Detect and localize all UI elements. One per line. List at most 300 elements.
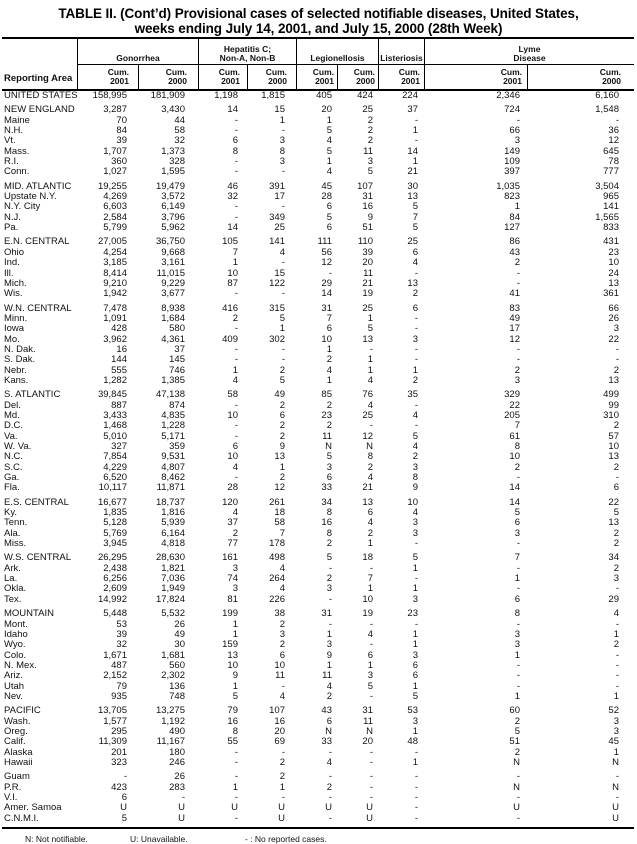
cell: 2 bbox=[514, 257, 520, 269]
cell: 33 bbox=[321, 736, 332, 748]
cell: 78 bbox=[608, 156, 619, 168]
column-group-listeriosis: Listeriosis bbox=[378, 39, 424, 65]
cell: 7 bbox=[367, 573, 373, 585]
cell: 9,229 bbox=[161, 277, 185, 289]
cell: 8 bbox=[326, 527, 332, 539]
cell: 361 bbox=[603, 288, 619, 300]
cell: 6 bbox=[367, 649, 373, 661]
table-row bbox=[2, 213, 634, 223]
cell: - bbox=[234, 812, 238, 824]
row-label: Ky. bbox=[4, 507, 18, 519]
cell: - bbox=[328, 618, 332, 630]
row-label: N.H. bbox=[4, 125, 23, 137]
cell: 4,807 bbox=[161, 461, 185, 473]
cell: 261 bbox=[269, 496, 285, 508]
cell: 1 bbox=[326, 659, 332, 671]
cell: - bbox=[123, 771, 127, 783]
table-row bbox=[2, 463, 634, 473]
cell: 14 bbox=[227, 104, 238, 116]
row-label: Ark. bbox=[4, 562, 21, 574]
cell: - bbox=[328, 267, 332, 279]
table-row bbox=[2, 783, 634, 793]
cell: 283 bbox=[169, 781, 185, 793]
table-row bbox=[2, 136, 634, 146]
cell: - bbox=[369, 343, 373, 355]
cell: 9 bbox=[326, 649, 332, 661]
cell: 3 bbox=[412, 461, 418, 473]
cell: 4 bbox=[326, 135, 332, 147]
cell: - bbox=[615, 583, 619, 595]
row-label: Mich. bbox=[4, 277, 27, 289]
table-title-line2: weeks ending July 14, 2001, and July 15, 2000 (28th Week) bbox=[134, 20, 503, 36]
cell: 61 bbox=[509, 430, 520, 442]
cell: 2 bbox=[279, 364, 285, 376]
cell: 3,945 bbox=[103, 538, 127, 550]
cell: 57 bbox=[608, 430, 619, 442]
cell: 11 bbox=[275, 670, 285, 682]
table-row bbox=[2, 258, 634, 268]
table-row bbox=[2, 706, 634, 716]
cell: 16 bbox=[362, 201, 373, 213]
cell: - bbox=[414, 420, 418, 432]
cell: 965 bbox=[603, 191, 619, 203]
cell: 23 bbox=[608, 246, 619, 258]
subheader-hepatitis-cum-2001: Cum. 2001 bbox=[198, 65, 247, 89]
table-row bbox=[2, 651, 634, 661]
cell: 409 bbox=[222, 333, 238, 345]
table-row bbox=[2, 248, 634, 258]
cell: N bbox=[366, 441, 373, 452]
row-label: Upstate N.Y. bbox=[4, 191, 57, 203]
cell: 7 bbox=[514, 420, 520, 432]
cell: 158,995 bbox=[92, 90, 127, 101]
cell: 1 bbox=[326, 343, 332, 355]
cell: 5 bbox=[613, 507, 619, 519]
cell: 14,992 bbox=[97, 593, 127, 605]
row-label: Nebr. bbox=[4, 364, 27, 376]
table-row bbox=[2, 758, 634, 768]
cell: U bbox=[120, 802, 127, 814]
cell: - bbox=[369, 618, 373, 630]
cell: 424 bbox=[357, 90, 373, 101]
cell: 1,684 bbox=[161, 312, 185, 324]
row-label: P.R. bbox=[4, 781, 22, 793]
cell: 6 bbox=[326, 715, 332, 727]
cell: 14 bbox=[321, 288, 332, 300]
cell: 1,942 bbox=[103, 288, 127, 300]
cell: 120 bbox=[222, 496, 238, 508]
cell: 4 bbox=[279, 246, 285, 258]
cell: 1 bbox=[613, 690, 619, 702]
cell: 1,565 bbox=[595, 211, 619, 223]
cell: 10 bbox=[227, 267, 238, 279]
table-row bbox=[2, 279, 634, 289]
cell: 1,548 bbox=[595, 104, 619, 116]
cell: 52 bbox=[608, 705, 619, 717]
subheader-lyme-cum-2001: Cum. 2001 bbox=[424, 65, 527, 89]
cell: 5 bbox=[121, 812, 127, 824]
cell: - bbox=[414, 802, 418, 814]
cell: 9,210 bbox=[103, 277, 127, 289]
cell: 1 bbox=[367, 354, 373, 366]
cell: U bbox=[178, 812, 185, 824]
row-label: Va. bbox=[4, 430, 18, 442]
cell: - bbox=[328, 746, 332, 758]
cell: 2 bbox=[514, 715, 520, 727]
cell: 10 bbox=[362, 593, 373, 605]
cell: 81 bbox=[227, 593, 238, 605]
cell: 5 bbox=[326, 211, 332, 223]
row-label: S. Dak. bbox=[4, 354, 36, 366]
cell: 724 bbox=[504, 104, 520, 116]
cell: 9 bbox=[412, 482, 418, 494]
row-label: Tex. bbox=[4, 593, 22, 605]
cell: - bbox=[414, 792, 418, 803]
table-row bbox=[2, 574, 634, 584]
cell: N bbox=[612, 756, 619, 768]
cell: - bbox=[414, 746, 418, 758]
cell: 127 bbox=[504, 222, 520, 234]
cell: 32 bbox=[227, 191, 238, 203]
cell: 70 bbox=[116, 114, 127, 126]
cell: 3 bbox=[514, 527, 520, 539]
row-label: N.C. bbox=[4, 451, 23, 463]
cell: 2 bbox=[326, 781, 332, 793]
cell: 3 bbox=[412, 333, 418, 345]
cell: 1 bbox=[232, 781, 238, 793]
row-label: N. Dak. bbox=[4, 343, 36, 355]
cell: 3,185 bbox=[103, 257, 127, 269]
cell: 39 bbox=[116, 628, 127, 640]
cell: - bbox=[181, 792, 185, 803]
cell: - bbox=[369, 746, 373, 758]
cell: 31 bbox=[362, 191, 373, 203]
cell: 58 bbox=[227, 389, 238, 401]
cell: 887 bbox=[111, 399, 127, 411]
row-label: Okla. bbox=[4, 583, 27, 595]
cell: 1 bbox=[232, 628, 238, 640]
cell: 3 bbox=[412, 517, 418, 529]
cell: 5 bbox=[412, 690, 418, 702]
cell: 47,138 bbox=[155, 389, 185, 401]
cell: - bbox=[516, 472, 520, 484]
cell: - bbox=[414, 781, 418, 793]
table-row bbox=[2, 473, 634, 483]
cell: 2,152 bbox=[103, 670, 127, 682]
cell: 2 bbox=[412, 451, 418, 463]
cell: 13 bbox=[362, 333, 373, 345]
cell: 5,532 bbox=[161, 608, 185, 620]
row-label: Del. bbox=[4, 399, 21, 411]
cell: 7 bbox=[514, 552, 520, 564]
table-row bbox=[2, 442, 634, 452]
cell: 66 bbox=[509, 125, 520, 137]
cell: 2 bbox=[279, 420, 285, 432]
cell: 1,091 bbox=[103, 312, 127, 324]
cell: 302 bbox=[269, 333, 285, 345]
cell: 37 bbox=[227, 517, 238, 529]
cell: - bbox=[516, 680, 520, 692]
cell: 2 bbox=[279, 399, 285, 411]
row-label: Iowa bbox=[4, 323, 25, 335]
cell: 12 bbox=[321, 257, 332, 269]
cell: 49 bbox=[509, 312, 520, 324]
cell: 13,275 bbox=[155, 705, 185, 717]
cell: 1,816 bbox=[161, 507, 185, 519]
cell: 4 bbox=[367, 517, 373, 529]
table-row bbox=[2, 432, 634, 442]
table-row bbox=[2, 355, 634, 365]
cell: 1 bbox=[412, 725, 418, 737]
cell: 423 bbox=[111, 781, 127, 793]
table-section bbox=[2, 609, 634, 702]
cell: 1,815 bbox=[261, 90, 285, 101]
table-title-line1: TABLE II. (Cont’d) Provisional cases of selected notifiable diseases, United States, bbox=[58, 6, 579, 21]
cell: 20 bbox=[362, 736, 373, 748]
cell: 5 bbox=[367, 680, 373, 692]
cell: 6 bbox=[232, 135, 238, 147]
cell: 13 bbox=[608, 277, 619, 289]
cell: 19 bbox=[362, 288, 373, 300]
cell: 11 bbox=[322, 430, 332, 442]
cell: 41 bbox=[509, 288, 520, 300]
cell: 1 bbox=[514, 201, 520, 213]
cell: 38 bbox=[274, 608, 285, 620]
cell: 1 bbox=[412, 756, 418, 768]
cell: - bbox=[516, 792, 520, 803]
cell: 28 bbox=[321, 191, 332, 203]
cell: 1,949 bbox=[161, 583, 185, 595]
cell: - bbox=[516, 618, 520, 630]
cell: 13 bbox=[362, 496, 373, 508]
cell: - bbox=[234, 756, 238, 768]
cell: - bbox=[369, 562, 373, 574]
cell: 3 bbox=[232, 583, 238, 595]
cell: 1 bbox=[412, 125, 418, 137]
cell: 1,373 bbox=[161, 145, 185, 157]
cell: 3,504 bbox=[595, 180, 619, 192]
cell: 3 bbox=[232, 562, 238, 574]
cell: 10,117 bbox=[98, 482, 127, 494]
cell: - bbox=[516, 771, 520, 783]
cell: - bbox=[281, 201, 285, 213]
cell: 4 bbox=[326, 756, 332, 768]
row-label: Ga. bbox=[4, 472, 20, 484]
subheader-lyme-cum-2000: Cum. 2000 bbox=[527, 65, 634, 89]
cell: 1 bbox=[613, 628, 619, 640]
row-label: N. Mex. bbox=[4, 659, 37, 671]
cell: 2 bbox=[367, 125, 373, 137]
cell: 6,603 bbox=[103, 201, 127, 213]
table-row bbox=[2, 630, 634, 640]
cell: 51 bbox=[362, 222, 373, 234]
cell: 20 bbox=[274, 725, 285, 737]
cell: 2 bbox=[514, 461, 520, 473]
row-label: Oreg. bbox=[4, 725, 28, 737]
cell: 205 bbox=[504, 409, 520, 421]
cell: 99 bbox=[608, 399, 619, 411]
cell: 5 bbox=[367, 323, 373, 335]
cell: 13 bbox=[227, 649, 238, 661]
table-section bbox=[2, 91, 634, 101]
footnote-no-reported-cases: - : No reported cases. bbox=[245, 834, 327, 844]
cell: 3,287 bbox=[103, 104, 127, 116]
cell: 1 bbox=[326, 156, 332, 168]
cell: - bbox=[281, 680, 285, 692]
row-label: Nev. bbox=[4, 690, 23, 702]
cell: U bbox=[366, 802, 373, 814]
cell: 3 bbox=[613, 715, 619, 727]
cell: 7,854 bbox=[103, 451, 127, 463]
cell: 4 bbox=[412, 257, 418, 269]
cell: 4,254 bbox=[103, 246, 127, 258]
cell: 555 bbox=[111, 364, 127, 376]
row-label: Mass. bbox=[4, 145, 30, 157]
cell: 3 bbox=[613, 323, 619, 335]
cell: 21 bbox=[362, 277, 373, 289]
cell: 7 bbox=[412, 211, 418, 223]
cell: 8 bbox=[279, 145, 285, 157]
cell: 246 bbox=[169, 756, 185, 768]
cell: 10 bbox=[608, 441, 619, 452]
cell: 6 bbox=[121, 792, 127, 803]
table-row bbox=[2, 498, 634, 508]
cell: 23 bbox=[321, 409, 332, 421]
cell: 51 bbox=[509, 736, 520, 748]
cell: 10 bbox=[227, 451, 238, 463]
row-label: E.S. CENTRAL bbox=[4, 496, 69, 508]
table-row bbox=[2, 335, 634, 345]
cell: 560 bbox=[169, 659, 185, 671]
cell: 13 bbox=[407, 191, 418, 203]
row-label: Ill. bbox=[4, 267, 14, 279]
cell: 1 bbox=[412, 364, 418, 376]
cell: 7,478 bbox=[103, 302, 127, 314]
cell: 33 bbox=[321, 482, 332, 494]
cell: 28 bbox=[227, 482, 238, 494]
cell: 85 bbox=[321, 389, 332, 401]
cell: 226 bbox=[269, 593, 285, 605]
cell: 6 bbox=[326, 323, 332, 335]
cell: 1 bbox=[326, 628, 332, 640]
cell: 5,010 bbox=[103, 430, 127, 442]
table-section bbox=[2, 553, 634, 605]
cell: - bbox=[328, 771, 332, 783]
table-row bbox=[2, 411, 634, 421]
row-label: Hawaii bbox=[4, 756, 33, 768]
table-row bbox=[2, 772, 634, 782]
table-row bbox=[2, 202, 634, 212]
cell: 11 bbox=[363, 267, 373, 279]
cell: U bbox=[178, 802, 185, 814]
cell: 4 bbox=[326, 680, 332, 692]
cell: 3 bbox=[367, 156, 373, 168]
cell: 26,295 bbox=[97, 552, 127, 564]
cell: 9 bbox=[232, 670, 238, 682]
cell: - bbox=[234, 201, 238, 213]
table-body bbox=[2, 91, 634, 829]
table-row bbox=[2, 105, 634, 115]
cell: - bbox=[516, 343, 520, 355]
cell: 5 bbox=[412, 222, 418, 234]
cell: 1,228 bbox=[161, 420, 185, 432]
cell: - bbox=[516, 114, 520, 126]
cell: 5 bbox=[412, 201, 418, 213]
cell: - bbox=[281, 288, 285, 300]
table-section bbox=[2, 390, 634, 493]
cell: 107 bbox=[269, 705, 285, 717]
cell: 8,938 bbox=[161, 302, 185, 314]
cell: 1 bbox=[279, 114, 285, 126]
cell: 1 bbox=[412, 156, 418, 168]
cell: 10 bbox=[509, 451, 520, 463]
cell: 295 bbox=[111, 725, 127, 737]
cell: 2 bbox=[326, 399, 332, 411]
cell: 4,835 bbox=[161, 409, 185, 421]
row-label: Calif. bbox=[4, 736, 26, 748]
footnote-unavailable: U: Unavailable. bbox=[130, 834, 188, 844]
cell: 748 bbox=[169, 690, 185, 702]
cell: 6 bbox=[514, 593, 520, 605]
row-label: W. Va. bbox=[4, 441, 32, 452]
cell: N bbox=[513, 756, 520, 768]
cell: 84 bbox=[509, 211, 520, 223]
table-row bbox=[2, 345, 634, 355]
table-row bbox=[2, 421, 634, 431]
reporting-area-header: Reporting Area bbox=[4, 73, 73, 84]
cell: 3 bbox=[613, 573, 619, 585]
cell: 1 bbox=[412, 583, 418, 595]
table-row bbox=[2, 366, 634, 376]
cell: 34 bbox=[321, 496, 332, 508]
column-group-gonorrhea: Gonorrhea bbox=[77, 39, 198, 65]
cell: 13,705 bbox=[97, 705, 127, 717]
subheader-hepatitis-cum-2000: Cum. 2000 bbox=[247, 65, 296, 89]
cell: 20 bbox=[321, 104, 332, 116]
row-label: Guam bbox=[4, 771, 30, 783]
row-label: Mo. bbox=[4, 333, 20, 345]
cell: 14 bbox=[227, 222, 238, 234]
cell: - bbox=[281, 343, 285, 355]
cell: - bbox=[369, 781, 373, 793]
cell: 1 bbox=[412, 628, 418, 640]
cell: 26 bbox=[174, 771, 185, 783]
cell: - bbox=[615, 649, 619, 661]
cell: 31 bbox=[362, 705, 373, 717]
cell: 10 bbox=[608, 257, 619, 269]
cell: U bbox=[513, 802, 520, 814]
row-label: Ala. bbox=[4, 527, 21, 539]
cell: 3 bbox=[326, 639, 332, 651]
cell: 1,595 bbox=[161, 166, 185, 178]
cell: 1 bbox=[514, 690, 520, 702]
cell: 141 bbox=[603, 201, 619, 213]
cell: 3,677 bbox=[161, 288, 185, 300]
cell: 2 bbox=[412, 288, 418, 300]
row-label: UNITED STATES bbox=[4, 90, 78, 101]
cell: - bbox=[234, 472, 238, 484]
table-row bbox=[2, 304, 634, 314]
cell: 645 bbox=[603, 145, 619, 157]
cell: 161 bbox=[222, 552, 238, 564]
cell: - bbox=[369, 420, 373, 432]
cell: 1,468 bbox=[103, 420, 127, 432]
cell: U bbox=[278, 802, 285, 814]
cell: - bbox=[234, 166, 238, 178]
cell: 22 bbox=[608, 333, 619, 345]
cell: 1,835 bbox=[103, 507, 127, 519]
row-label: Wash. bbox=[4, 715, 31, 727]
